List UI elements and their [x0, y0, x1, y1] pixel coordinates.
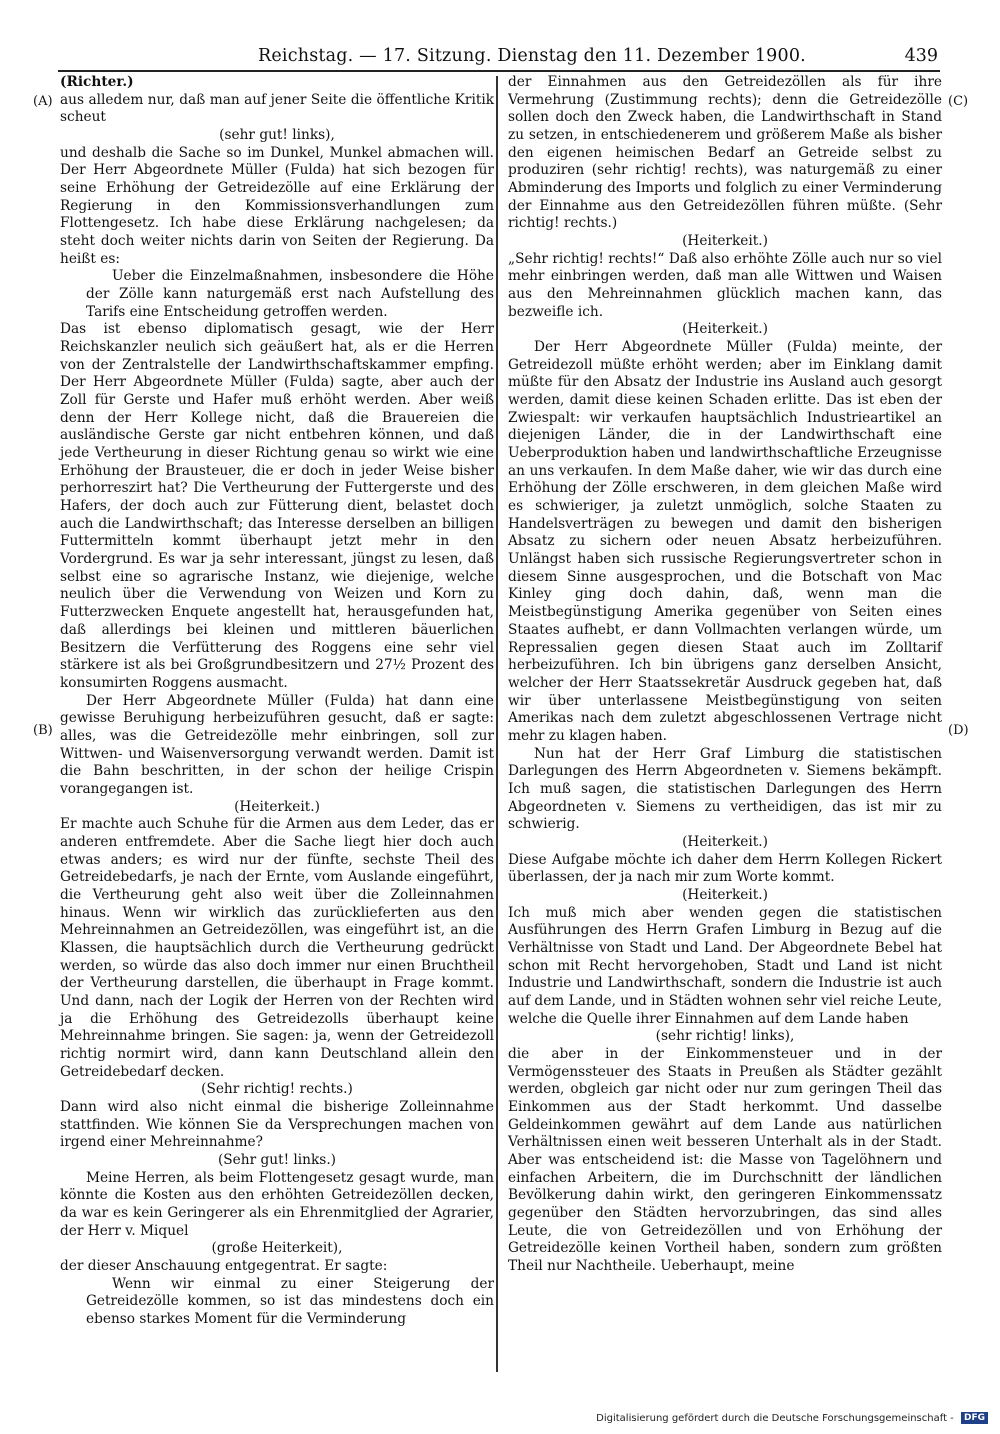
- paragraph: Der Herr Abgeordnete Müller (Fulda) hat dann eine gewisse Beruhigung herbeizuführen gesucht, daß er sagte: alles, was die Getreidezölle mehr einbringen, soll zur Wittwen- und Waisenversorgung verwandt werden. Damit ist die Bahn beschritten, in der schon der heilige Crispin vorangegangen ist.: [60, 692, 494, 797]
- running-title: Reichstag. — 17. Sitzung. Dienstag den 11. Dezember 1900.: [258, 46, 806, 66]
- interjection: (große Heiterkeit),: [211, 1240, 343, 1257]
- interjection: (Heiterkeit.): [682, 833, 768, 850]
- paragraph: Er machte auch Schuhe für die Armen aus dem Leder, das er anderen entfremdete. Aber die Sache liegt hier doch auch etwas anders; es wird nur der fünfte, sechste Theil des Getreidebedarfs, je nach der Ernte, vom Auslande eingeführt, die Vertheurung geht also weit über die Zolleinnahmen hinaus. Wenn wir wirklich das zurücklieferten aus den Mehreinnahmen an Getreidezöllen, was eingeführt ist, an die Klassen, die hauptsächlich durch die Vertheurung gedrückt werden, so würde das also doch immer nur einen Bruchtheil der Vertheurung darstellen, die überhaupt in Frage kommt. Und dann, nach der Logik der Herren von der Rechten wird ja die Erhöhung des Getreidezolls überhaupt keine Mehreinnahme bringen. Sie sagen: ja, wenn der Getreidezoll richtig normirt wird, dann kann Deutschland allein den Getreidebedarf decken.: [60, 816, 494, 1080]
- funding-note: Digitalisierung gefördert durch die Deutsche Forschungsgemeinschaft -: [596, 1413, 954, 1424]
- margin-marker-d: (D): [948, 723, 969, 738]
- margin-marker-a: (A): [33, 94, 53, 109]
- interjection: (Sehr gut! links.): [217, 1151, 337, 1168]
- column-rule: [496, 76, 498, 1372]
- paragraph: „Sehr richtig! rechts!“ Daß also erhöhte Zölle auch nur so viel mehr einbringen werden, daß man alle Wittwen und Waisen aus den Mehreinnahmen glücklich machen kann, das bezweifle ich.: [508, 250, 942, 320]
- interjection: (Sehr richtig! rechts.): [201, 1081, 353, 1098]
- paragraph: und deshalb die Sache so im Dunkel, Munkel abmachen will. Der Herr Abgeordnete Müller (Fulda) hat sich bezogen für seine Erhöhung der Getreidezölle auf eine Erklärung der Regierung in den Kommissionsverhandlungen zum Flottengesetz. Ich habe diese Erklärung nachgelesen; da steht doch weiter nichts darin von Seiten der Regierung. Da heißt es:: [60, 144, 494, 267]
- digitization-footer: [596, 1412, 988, 1424]
- right-column: [508, 74, 942, 1276]
- interjection: (Heiterkeit.): [234, 798, 320, 815]
- paragraph: Ich muß mich aber wenden gegen die statistischen Ausführungen des Herrn Grafen Limburg in Bezug auf die Verhältnisse von Stadt und Land. Der Abgeordnete Bebel hat schon mit Recht hervorgehoben, Stadt und Land ist nicht Industrie und Landwirthschaft, sondern die Industrie ist auch auf dem Lande, und in Städten wohnen sehr viel reiche Leute, welche die Quelle ihrer Einnahmen auf dem Lande haben: [508, 904, 942, 1027]
- paragraph: der Einnahmen aus den Getreidezöllen als für ihre Vermehrung (Zustimmung rechts); denn die Getreidezölle sollen doch den Zweck haben, die Landwirthschaft in Stand zu setzen, in entschiedenerem und größerem Maße als bisher den eigenen heimischen Bedarf an Getreide selbst zu produziren (sehr richtig! rechts), was naturgemäß zu einer Abminderung des Imports und folglich zu einer Verminderung der Einnahme aus den Getreidezöllen führen müßte. (Sehr richtig! rechts.): [508, 74, 942, 232]
- left-column: [60, 74, 494, 1329]
- paragraph: Das ist ebenso diplomatisch gesagt, wie der Herr Reichskanzler neulich sich geäußert hat, als er die Herren von der Zentralstelle der Landwirthschaftskammer empfing. Der Herr Abgeordnete Müller (Fulda) sagte, aber auch der Zoll für Gerste und Hafer muß erhöht werden. Aber weiß denn der Herr Kollege nicht, daß die Brauereien die ausländische Gerste gar nicht entbehren können, und daß jede Vertheurung in dieser Richtung genau so wirkt wie eine Erhöhung der Brausteuer, die er doch in jeder Weise bisher perhorreszirt hat? Die Vertheurung der Futtergerste und des Hafers, der doch auch zur Fütterung dient, belastet doch auch die Landwirthschaft; das Interesse derselben an billigen Futtermitteln kommt überhaupt jetzt mehr in den Vordergrund. Es war ja sehr interessant, jüngst zu lesen, daß selbst eine so agrarische Instanz, wie diejenige, welche neulich über die Verwendung von Weizen und Korn zu Futterzwecken Enquete angestellt hat, herausgefunden hat, daß allerdings bei kleinen und mittleren bäuerlichen Besitzern die Verfütterung des Roggens eine sehr viel stärkere ist als bei Großgrundbesitzern und 27½ Prozent des konsumirten Roggens ausmacht.: [60, 321, 494, 691]
- header-rule: [58, 70, 940, 72]
- running-header: [58, 46, 938, 70]
- speaker-label: (Richter.): [60, 74, 134, 90]
- dfg-logo-icon: DFG: [961, 1412, 988, 1424]
- interjection: (Heiterkeit.): [682, 233, 768, 250]
- block-quote: Ueber die Einzelmaßnahmen, insbesondere die Höhe der Zölle kann naturgemäß erst nach Aufstellung des Tarifs eine Entscheidung getroffen werden.: [86, 268, 494, 320]
- page-number: 439: [904, 46, 938, 66]
- paragraph: Der Herr Abgeordnete Müller (Fulda) meinte, der Getreidezoll müßte erhöht werden; aber im Einklang damit müßte für den Absatz der Industrie ins Ausland auch gesorgt werden, damit diese keinen Schaden erlitte. Das ist eben der Zwiespalt: wir verkaufen hauptsächlich Industrieartikel an diejenigen Länder, die in der Landwirthschaft eine Ueberproduktion haben und landwirthschaftliche Erzeugnisse an uns verkaufen. In dem Maße daher, wie wir das durch eine Erhöhung der Zölle erschweren, in dem gleichen Maße wird es schwieriger, ja zuletzt unmöglich, solche Staaten zu Handelsverträgen zu bewegen und damit den bisherigen Absatz zu sichern oder neuen Absatz herbeizuführen. Unlängst haben sich russische Regierungsvertreter schon in diesem Sinne ausgesprochen, und die Botschaft von Mac Kinley ging doch dahin, daß, wenn man die Meistbegünstigung Amerika gegenüber von Seiten eines Staates aufhebt, er dann Vollmachten verlangen würde, um Repressalien gegen diesen Staat auch im Zolltarif herbeizuführen. Ich bin übrigens ganz derselben Ansicht, welcher der Herr Staatssekretär Ausdruck gegeben hat, daß wir über unterlassene Meistbegünstigung von seiten Amerikas nach dem zuletzt abgeschlossenen Vertrage nicht mehr zu klagen haben.: [508, 339, 942, 744]
- interjection: (sehr gut! links),: [219, 127, 335, 144]
- interjection: (sehr richtig! links),: [655, 1028, 795, 1045]
- paragraph: die aber in der Einkommensteuer und in der Vermögenssteuer des Staats in Preußen als Städter gezählt werden, obgleich gar nicht oder nur zum geringen Theil das Einkommen aus der Stadt herkommt. Und dasselbe Geldeinkommen gewährt auf dem Lande aus natürlichen Verhältnissen einen weit besseren Unterhalt als in der Stadt. Aber was entscheidend ist: die Masse von Tagelöhnern und einfachen Arbeitern, die im Durchschnitt der ländlichen Bevölkerung dahin wirkt, den geringeren Einkommenssatz gegenüber den Städten hervorzubringen, das sind alles Leute, die von Getreidezöllen und von Erhöhung der Getreidezölle keinen Vortheil haben, sondern zum größten Theil nur Nachtheile. Ueberhaupt, meine: [508, 1045, 942, 1275]
- paragraph: Diese Aufgabe möchte ich daher dem Herrn Kollegen Rickert überlassen, der ja nach mir zum Worte kommt.: [508, 851, 942, 886]
- paragraph: Meine Herren, als beim Flottengesetz gesagt wurde, man könnte die Kosten aus den erhöhten Getreidezöllen decken, da war es kein Geringerer als ein Ehrenmitglied der Agrarier, der Herr v. Miquel: [60, 1169, 494, 1239]
- block-quote: Wenn wir einmal zu einer Steigerung der Getreidezölle kommen, so ist das mindestens doch ein ebenso starkes Moment für die Verminderung: [86, 1275, 494, 1328]
- paragraph: der dieser Anschauung entgegentrat. Er sagte:: [60, 1258, 388, 1275]
- paragraph: Dann wird also nicht einmal die bisherige Zolleinnahme stattfinden. Wie können Sie da Versprechungen machen von irgend einer Mehreinnahme?: [60, 1098, 494, 1151]
- paragraph: aus alledem nur, daß man auf jener Seite die öffentliche Kritik scheut: [60, 91, 494, 126]
- paragraph: Nun hat der Herr Graf Limburg die statistischen Darlegungen des Herrn Abgeordneten v. Siemens bekämpft. Ich muß sagen, die statistischen Darlegungen des Herrn Abgeordneten v. Siemens zu vertheidigen, das ist mir zu schwierig.: [508, 745, 942, 833]
- interjection: (Heiterkeit.): [682, 886, 768, 903]
- margin-marker-b: (B): [33, 723, 53, 738]
- margin-marker-c: (C): [948, 94, 969, 109]
- interjection: (Heiterkeit.): [682, 321, 768, 338]
